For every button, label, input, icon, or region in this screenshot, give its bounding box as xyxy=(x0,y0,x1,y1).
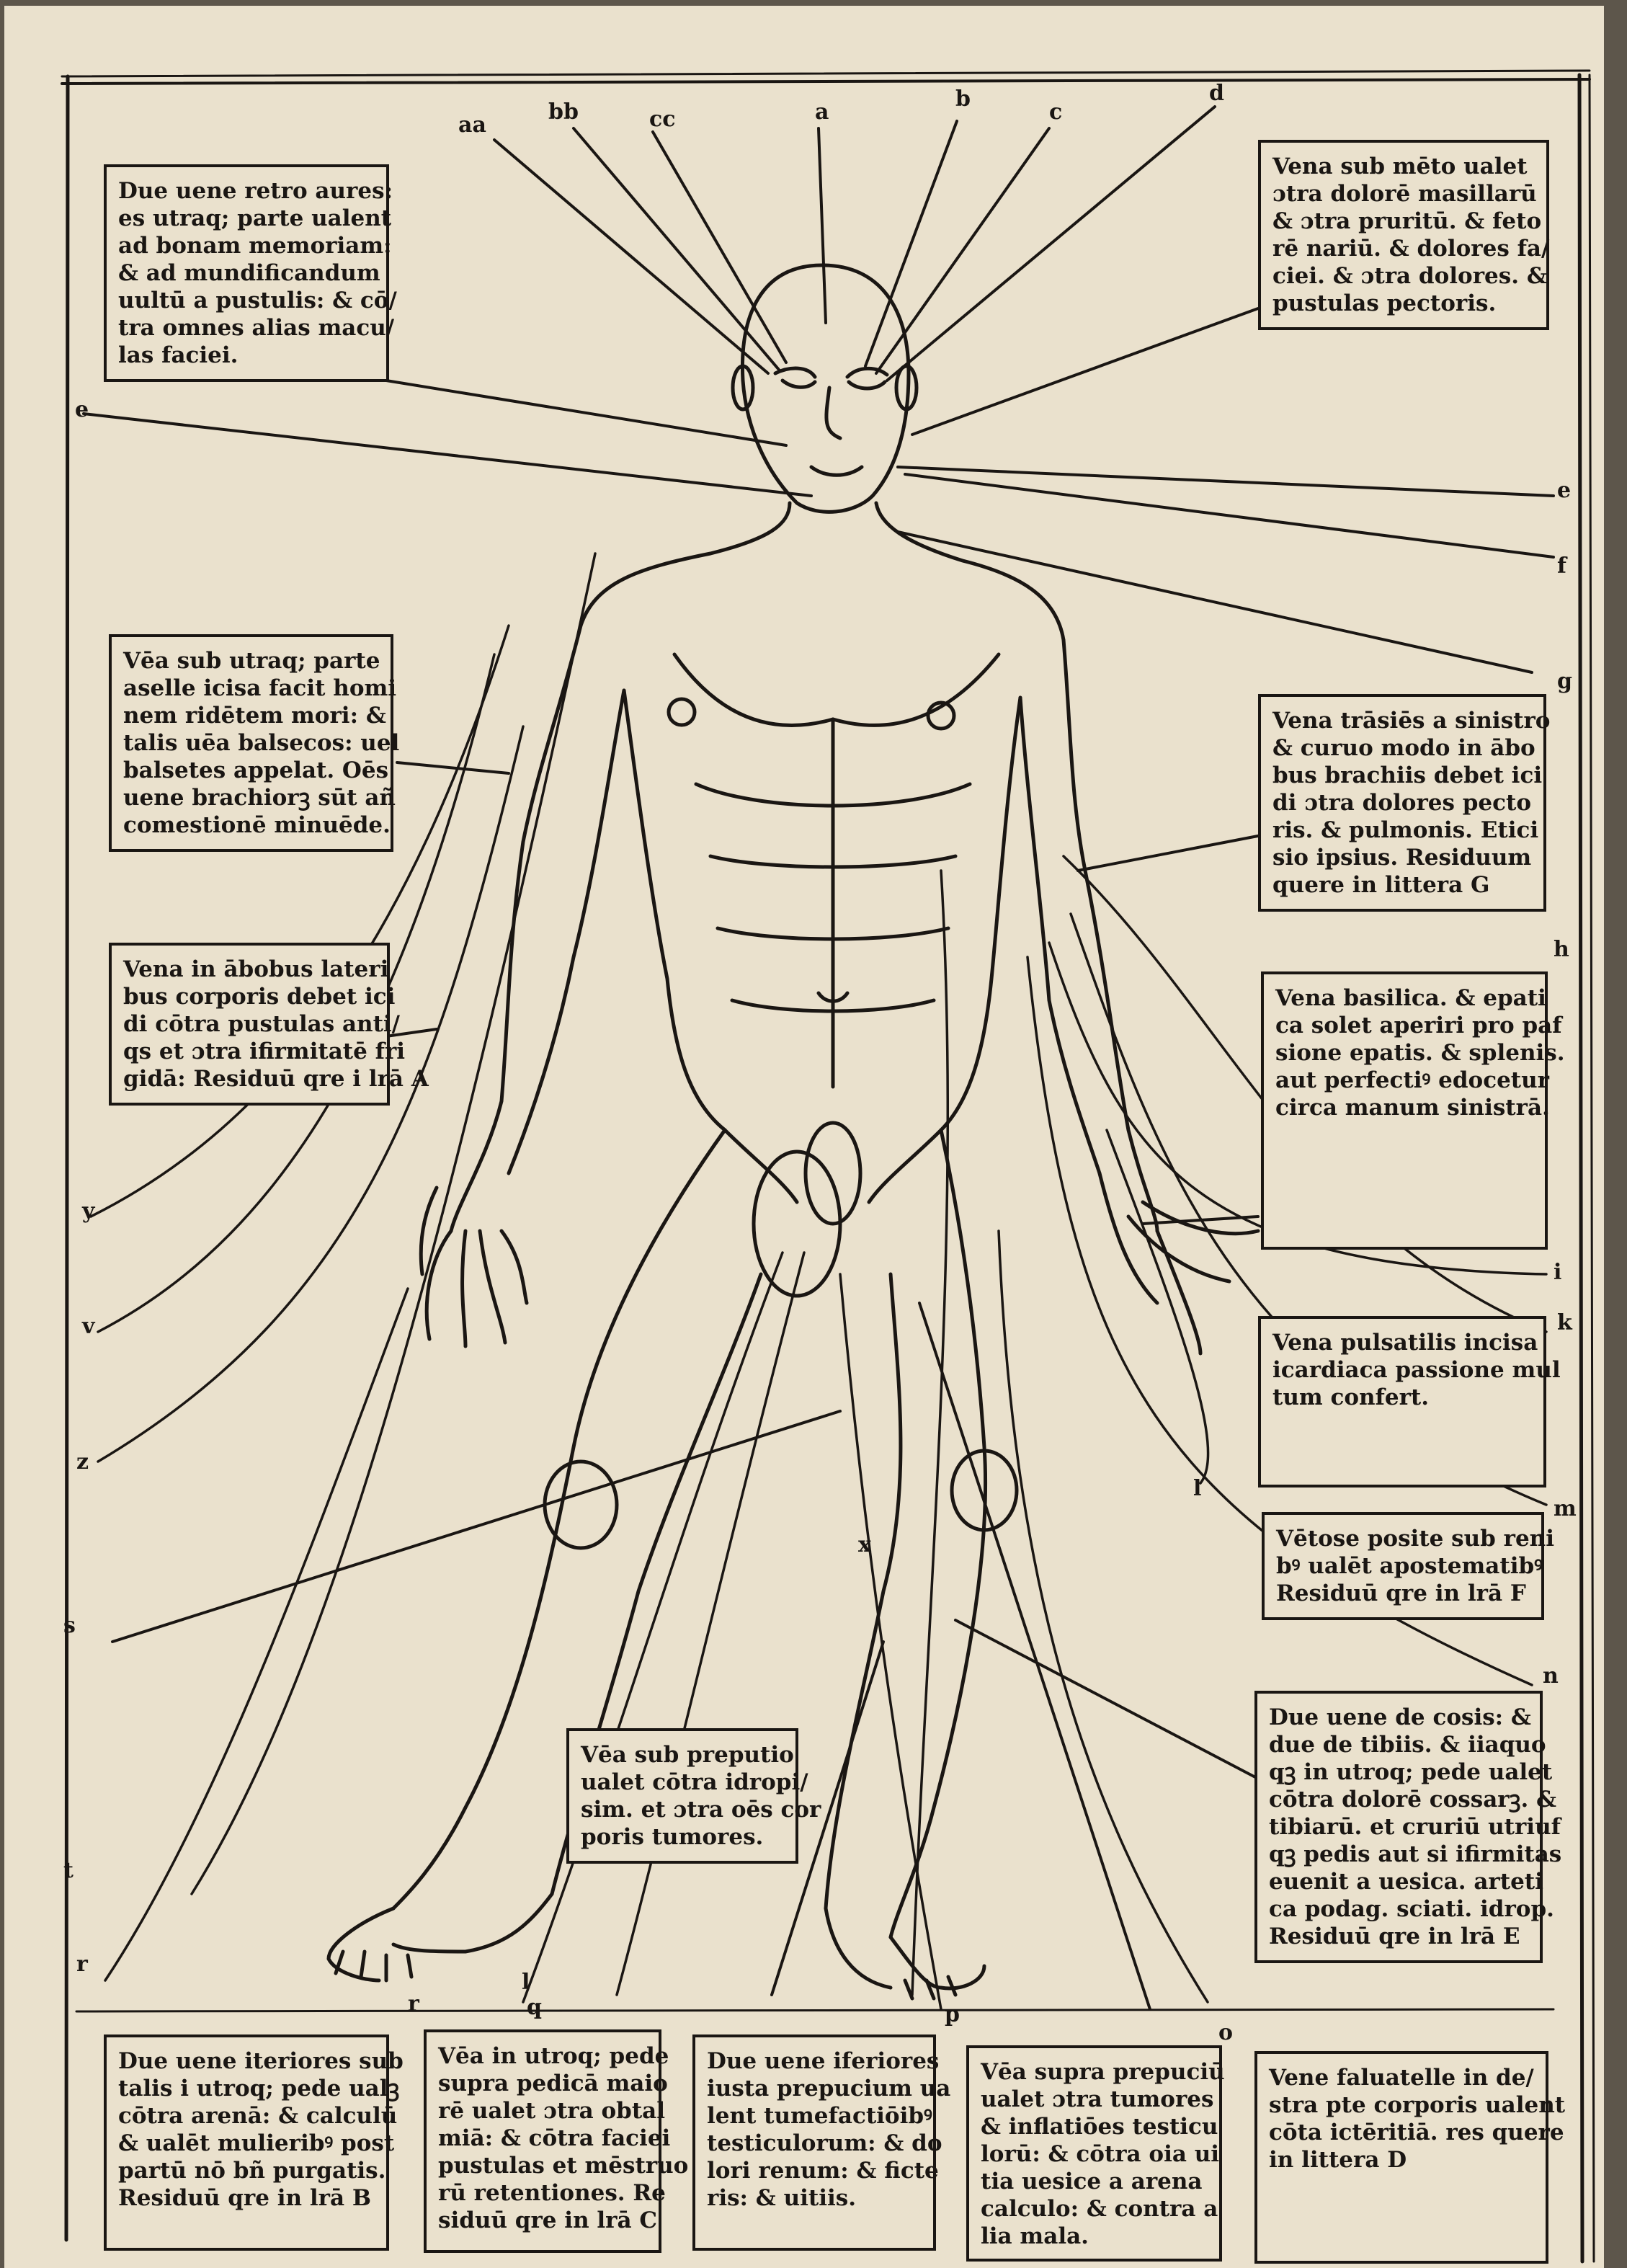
box-asella: Vēa sub utraq; parte aselle icisa facit homi nem ridētem mori: & talis uēa balsecos: uel balsetes appelat. Oēs uene brachiorꝫ sūt añ comestionē minuēde. xyxy=(109,634,393,852)
box-sub-mento: Vena sub mēto ualet ɔtra dolorē masillarū & ɔtra pruritū. & feto rē nariū. & dolores fa/ ciei. & ɔtra dolores. & pustulas pectoris. xyxy=(1258,140,1549,330)
box-de-cosis: Due uene de cosis: & due de tibiis. & iiaquo qꝫ in utroq; pede ualet cōtra dolorē cossarꝫ. & tibiarū. et cruriū utriuf qꝫ pedis aut si ifirmitas euenit a uesica. arteti ca podag. sciati. idrop. Residuū qre in lrā E xyxy=(1254,1691,1543,1963)
letter-bb: bb xyxy=(548,99,579,125)
letter-i: i xyxy=(1554,1260,1562,1285)
letter-rr: r xyxy=(76,1952,88,1977)
letter-ee: e xyxy=(75,397,89,422)
letter-d: d xyxy=(1209,81,1224,106)
letter-k: k xyxy=(1557,1310,1572,1335)
letter-s: s xyxy=(63,1613,76,1638)
letter-o: o xyxy=(1218,2020,1234,2045)
letter-m: m xyxy=(1554,1496,1577,1521)
box-ventose: Vētose posite sub reni bꝰ ualēt apostematibꝰ Residuū qre in lrā F xyxy=(1262,1512,1544,1620)
box-ambobus-lateribus: Vena in ābobus lateri bus corporis debet ici di cōtra pustulas anti/ qs et ɔtra ifirmitatē fri gidā: Residuū qre i lrā A xyxy=(109,943,390,1106)
letter-p: p xyxy=(945,2002,960,2027)
letter-r: r xyxy=(408,1991,419,2016)
box-basilica: Vena basilica. & epati ca solet aperiri pro paf sione epatis. & splenis. aut perfectiꝰ edocetur circa manum sinistrā. xyxy=(1261,971,1548,1250)
letter-f: f xyxy=(1557,553,1566,579)
letter-x: x xyxy=(858,1532,871,1557)
box-bottom-d: Vene faluatelle in de/ stra pte corporis ualent cōta ictēritiā. res quere in littera D xyxy=(1254,2051,1548,2264)
box-bottom-b: Due uene iteriores sub talis i utroq; pede ualꝫ cōtra arenā: & calculū & ualēt mulieribꝰ post partū nō bñ purgatis. Residuū qre in lrā B xyxy=(104,2034,389,2251)
letter-v: v xyxy=(82,1314,95,1339)
letter-n: n xyxy=(1543,1663,1559,1689)
box-bottom-prepucium: Vēa supra prepuciū ualet ɔtra tumores & inflatiōes testicu lorū: & cōtra oia ui tia uesice a arena calculo: & contra a lia mala. xyxy=(966,2045,1222,2262)
letter-l: l xyxy=(522,1970,530,1995)
box-transies: Vena trāsiēs a sinistro & curuo modo in ābo bus brachiis debet ici di ɔtra dolores pecto ris. & pulmonis. Etici sio ipsius. Residuum quere in littera G xyxy=(1258,694,1546,912)
letter-t: t xyxy=(63,1858,73,1883)
letter-z: z xyxy=(76,1449,89,1475)
box-pulsatilis: Vena pulsatilis incisa icardiaca passione mul tum confert. xyxy=(1258,1316,1546,1487)
letter-ll: l xyxy=(1193,1476,1202,1501)
box-sub-preputio: Vēa sub preputio ualet cōtra idropi/ sim. et ɔtra oēs cor poris tumores. xyxy=(566,1728,798,1864)
letter-a: a xyxy=(815,99,829,125)
letter-g: g xyxy=(1557,669,1572,694)
letter-h: h xyxy=(1554,937,1569,962)
book-page xyxy=(4,6,1604,2268)
letter-q: q xyxy=(527,1995,542,2020)
letter-b: b xyxy=(955,86,971,112)
letter-cc: cc xyxy=(649,107,676,132)
letter-c: c xyxy=(1049,99,1063,125)
box-bottom-c: Vēa in utroq; pede supra pedicā maio rē ualet ɔtra obtal miā: & cōtra faciei pustulas et mēstruo rū retentiones. Re siduū qre in lrā C xyxy=(424,2029,661,2253)
box-retro-aures: Due uene retro aures: es utraq; parte ualent ad bonam memoriam: & ad mundificandum uultū a pustulis: & cō/ tra omnes alias macu/ las faciei. xyxy=(104,164,389,382)
letter-y: y xyxy=(82,1199,95,1224)
letter-e: e xyxy=(1557,478,1572,503)
letter-aa: aa xyxy=(458,112,486,138)
box-bottom-iferiores: Due uene iferiores iusta prepucium ua lent tumefactiōibꝰ testiculorum: & do lori renum: & ficte ris: & uitiis. xyxy=(692,2034,936,2251)
